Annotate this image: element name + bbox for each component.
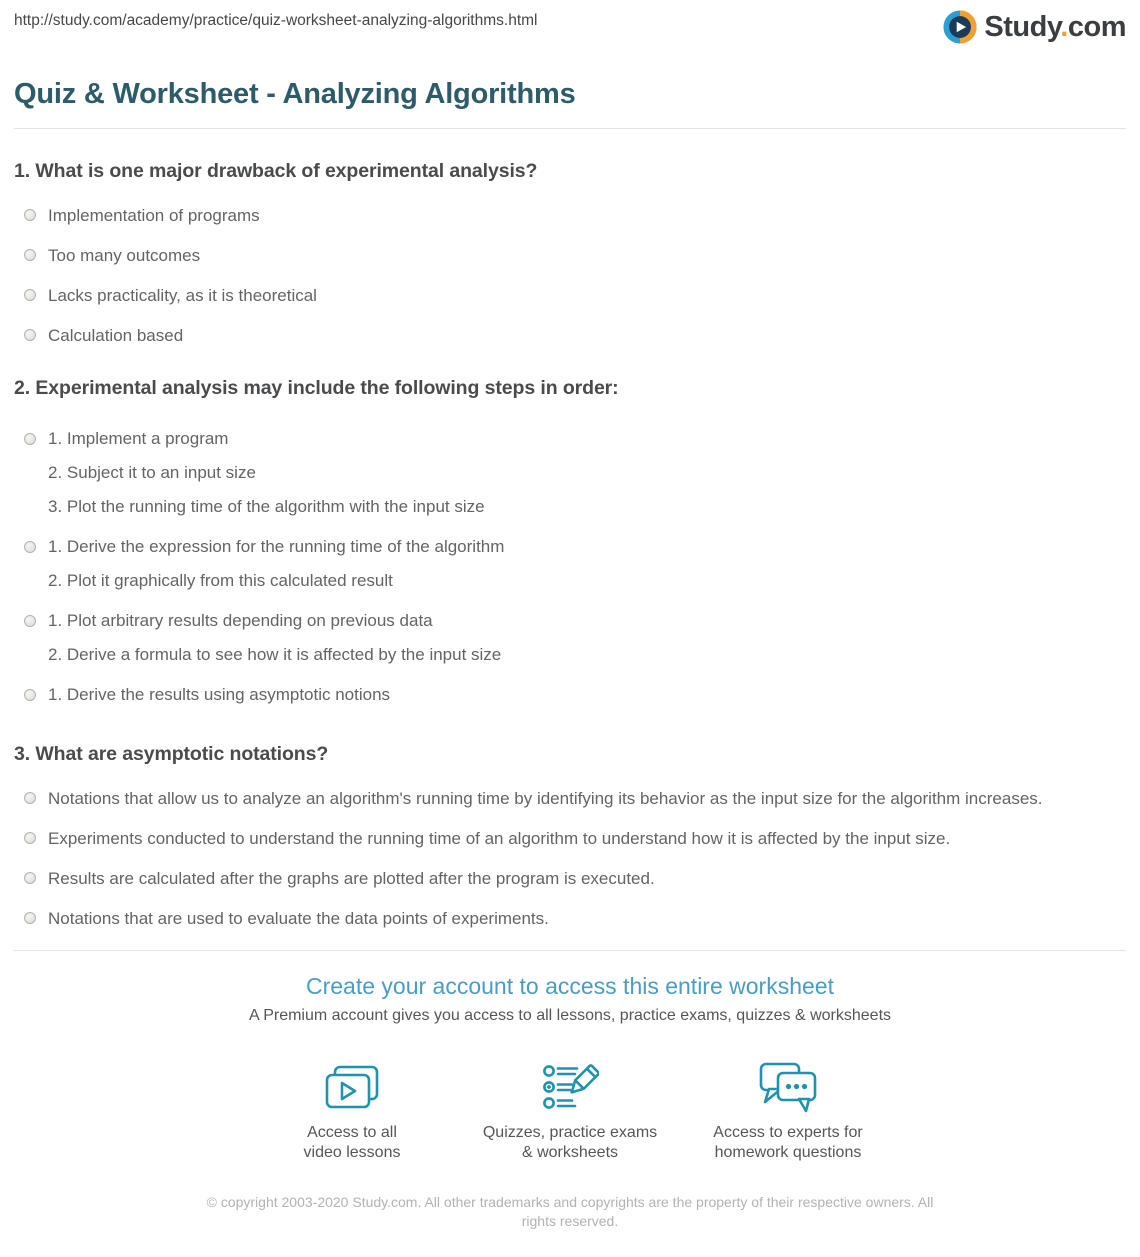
option-label[interactable]: Notations that are used to evaluate the data points of experiments. bbox=[48, 909, 549, 928]
option-step[interactable]: 2. Subject it to an input size bbox=[48, 463, 256, 482]
feature-caption: Access to all video lessons bbox=[303, 1124, 401, 1161]
question-3-option-2 bbox=[14, 828, 1126, 849]
question-2-heading: 2. Experimental analysis may include the following steps in order: bbox=[14, 377, 619, 399]
option-label[interactable] bbox=[48, 530, 504, 598]
logo-study: Study bbox=[984, 10, 1061, 43]
title-divider bbox=[14, 128, 1126, 129]
feature-video-lessons bbox=[243, 1058, 461, 1163]
question-1-option-4-radio[interactable] bbox=[24, 329, 36, 341]
question-2-option-3 bbox=[14, 604, 1126, 672]
option-label[interactable] bbox=[48, 678, 390, 712]
studycom-logo-icon bbox=[943, 10, 977, 44]
option-step[interactable]: 2. Plot it graphically from this calculated result bbox=[48, 571, 393, 590]
quizzes-worksheets-icon bbox=[541, 1062, 599, 1114]
question-1 bbox=[14, 160, 1126, 346]
question-3-option-3-radio[interactable] bbox=[24, 872, 36, 884]
create-account-link[interactable]: Create your account to access this entire worksheet bbox=[306, 973, 834, 999]
feature-caption: Access to experts for homework questions bbox=[713, 1124, 863, 1161]
logo-com: com bbox=[1067, 10, 1126, 43]
option-label[interactable]: Lacks practicality, as it is theoretical bbox=[48, 286, 317, 305]
question-2-option-4-radio[interactable] bbox=[24, 689, 36, 701]
option-step[interactable]: 2. Derive a formula to see how it is affected by the input size bbox=[48, 645, 502, 664]
option-step[interactable]: 1. Derive the expression for the running time of the algorithm bbox=[48, 537, 505, 556]
option-label[interactable]: Results are calculated after the graphs are plotted after the program is executed. bbox=[48, 869, 655, 888]
page-title: Quiz & Worksheet - Analyzing Algorithms bbox=[14, 78, 576, 110]
option-step[interactable]: 1. Derive the results using asymptotic notions bbox=[48, 685, 391, 704]
header bbox=[14, 10, 1126, 44]
question-1-option-3-radio[interactable] bbox=[24, 289, 36, 301]
chat-experts-icon bbox=[757, 1060, 819, 1114]
logo-dot: . bbox=[1060, 10, 1068, 43]
question-1-option-2 bbox=[14, 245, 1126, 266]
option-step[interactable]: 1. Implement a program bbox=[48, 429, 229, 448]
question-2-option-4 bbox=[14, 678, 1126, 712]
question-2-option-2 bbox=[14, 530, 1126, 598]
option-label[interactable]: Implementation of programs bbox=[48, 206, 260, 225]
question-1-option-3 bbox=[14, 285, 1126, 306]
question-3-option-1-radio[interactable] bbox=[24, 792, 36, 804]
question-2 bbox=[14, 377, 1126, 712]
question-2-option-3-radio[interactable] bbox=[24, 615, 36, 627]
feature-homework-experts bbox=[679, 1058, 897, 1163]
question-3-option-3 bbox=[14, 868, 1126, 889]
option-label[interactable] bbox=[48, 422, 485, 524]
premium-subheading: A Premium account gives you access to all lessons, practice exams, quizzes & worksheets bbox=[248, 1007, 892, 1024]
feature-quizzes-worksheets bbox=[461, 1058, 679, 1163]
question-2-option-1 bbox=[14, 422, 1126, 524]
option-label[interactable]: Notations that allow us to analyze an algorithm's running time by identifying its behavior as the input size for the algorithm increases. bbox=[48, 789, 1043, 808]
page-url: http://study.com/academy/practice/quiz-worksheet-analyzing-algorithms.html bbox=[14, 12, 538, 29]
account-promo bbox=[14, 973, 1126, 1163]
content-divider bbox=[14, 950, 1126, 951]
footer bbox=[14, 1193, 1126, 1231]
option-label[interactable]: Too many outcomes bbox=[48, 246, 201, 265]
option-label[interactable]: Experiments conducted to understand the running time of an algorithm to understand how it is affected by the input size. bbox=[48, 829, 951, 848]
feature-list bbox=[14, 1058, 1126, 1163]
question-3-option-4-radio[interactable] bbox=[24, 912, 36, 924]
copyright-text: © copyright 2003-2020 Study.com. All other trademarks and copyrights are the property of their respective owners. All rights reserved. bbox=[206, 1194, 934, 1229]
option-label[interactable] bbox=[48, 604, 501, 672]
question-1-option-4 bbox=[14, 325, 1126, 346]
option-step[interactable]: 3. Plot the running time of the algorithm with the input size bbox=[48, 497, 485, 516]
question-1-option-1-radio[interactable] bbox=[24, 209, 36, 221]
question-3-heading: 3. What are asymptotic notations? bbox=[14, 743, 329, 765]
question-3-option-4 bbox=[14, 908, 1126, 929]
option-step[interactable]: 1. Plot arbitrary results depending on previous data bbox=[48, 611, 433, 630]
studycom-logo[interactable] bbox=[943, 10, 1126, 44]
question-1-option-2-radio[interactable] bbox=[24, 249, 36, 261]
question-1-option-1 bbox=[14, 205, 1126, 226]
question-3-option-2-radio[interactable] bbox=[24, 832, 36, 844]
option-label[interactable]: Calculation based bbox=[48, 326, 184, 345]
question-3-option-1 bbox=[14, 788, 1126, 809]
video-lessons-icon bbox=[324, 1064, 380, 1114]
question-2-option-2-radio[interactable] bbox=[24, 541, 36, 553]
question-2-option-1-radio[interactable] bbox=[24, 433, 36, 445]
question-3 bbox=[14, 743, 1126, 929]
feature-caption: Quizzes, practice exams & worksheets bbox=[482, 1124, 658, 1161]
question-1-heading: 1. What is one major drawback of experimental analysis? bbox=[14, 160, 538, 182]
studycom-logo-text bbox=[984, 11, 1126, 44]
